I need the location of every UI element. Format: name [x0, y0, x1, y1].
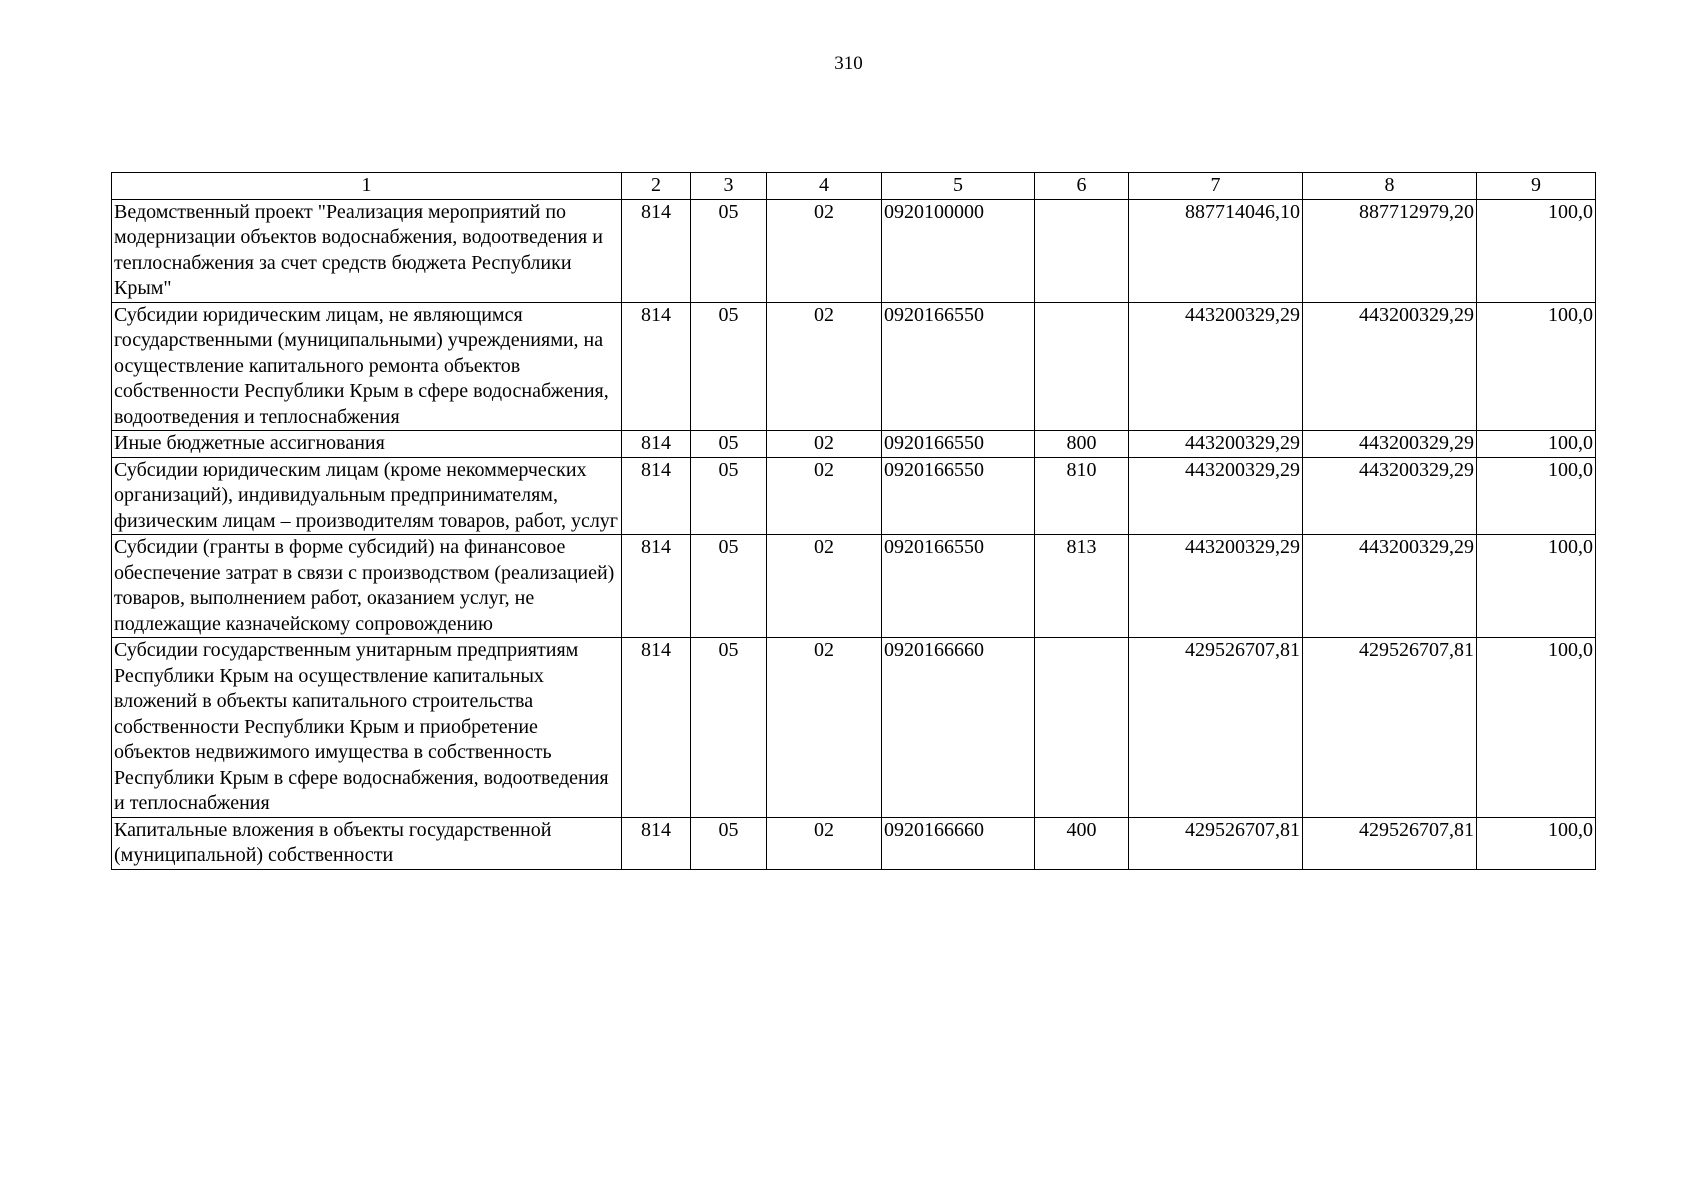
table-row: [112, 817, 1596, 869]
executed-amount: 429526707,81: [1303, 638, 1477, 818]
column-number-7: 7: [1129, 173, 1303, 200]
executed-amount: 443200329,29: [1303, 431, 1477, 458]
ministry-code: 814: [622, 817, 691, 869]
subsection-code: 02: [767, 638, 882, 818]
section-code: 05: [691, 431, 767, 458]
expense-name: Субсидии юридическим лицам (кроме некоммерческих организаций), индивидуальным предпринимателям, физическим лицам – производителям товаров, работ, услуг: [112, 457, 622, 535]
column-number-9: 9: [1477, 173, 1596, 200]
target-article-code: 0920166550: [882, 535, 1035, 638]
target-article-code: 0920166660: [882, 817, 1035, 869]
column-number-6: 6: [1035, 173, 1129, 200]
planned-amount: 443200329,29: [1129, 457, 1303, 535]
section-code: 05: [691, 457, 767, 535]
table-row: [112, 302, 1596, 431]
column-number-5: 5: [882, 173, 1035, 200]
executed-amount: 443200329,29: [1303, 535, 1477, 638]
expense-type-code: [1035, 302, 1129, 431]
column-number-2: 2: [622, 173, 691, 200]
execution-percent: 100,0: [1477, 457, 1596, 535]
subsection-code: 02: [767, 535, 882, 638]
execution-percent: 100,0: [1477, 638, 1596, 818]
column-number-4: 4: [767, 173, 882, 200]
target-article-code: 0920166550: [882, 431, 1035, 458]
column-number-8: 8: [1303, 173, 1477, 200]
expense-type-code: 810: [1035, 457, 1129, 535]
subsection-code: 02: [767, 457, 882, 535]
page-number: 310: [834, 53, 863, 74]
expense-type-code: [1035, 638, 1129, 818]
execution-percent: 100,0: [1477, 817, 1596, 869]
ministry-code: 814: [622, 457, 691, 535]
expense-type-code: [1035, 199, 1129, 302]
planned-amount: 443200329,29: [1129, 535, 1303, 638]
ministry-code: 814: [622, 638, 691, 818]
executed-amount: 429526707,81: [1303, 817, 1477, 869]
planned-amount: 429526707,81: [1129, 817, 1303, 869]
section-code: 05: [691, 638, 767, 818]
table-row: [112, 199, 1596, 302]
table-row: [112, 535, 1596, 638]
section-code: 05: [691, 199, 767, 302]
ministry-code: 814: [622, 199, 691, 302]
execution-percent: 100,0: [1477, 431, 1596, 458]
execution-percent: 100,0: [1477, 199, 1596, 302]
expense-name: Капитальные вложения в объекты государственной (муниципальной) собственности: [112, 817, 622, 869]
execution-percent: 100,0: [1477, 302, 1596, 431]
executed-amount: 443200329,29: [1303, 302, 1477, 431]
subsection-code: 02: [767, 199, 882, 302]
expense-name: Иные бюджетные ассигнования: [112, 431, 622, 458]
subsection-code: 02: [767, 302, 882, 431]
expense-type-code: 800: [1035, 431, 1129, 458]
target-article-code: 0920166550: [882, 457, 1035, 535]
section-code: 05: [691, 535, 767, 638]
table-header: [112, 173, 1596, 200]
table-row: [112, 457, 1596, 535]
target-article-code: 0920100000: [882, 199, 1035, 302]
expense-name: Субсидии государственным унитарным предприятиям Республики Крым на осуществление капитальных вложений в объекты капитального строительства собственности Республики Крым и приобретение объектов недвижимого имущества в собственность Республики Крым в сфере водоснабжения, водоотведения и теплоснабжения: [112, 638, 622, 818]
section-code: 05: [691, 817, 767, 869]
ministry-code: 814: [622, 535, 691, 638]
expense-type-code: 813: [1035, 535, 1129, 638]
planned-amount: 429526707,81: [1129, 638, 1303, 818]
expense-type-code: 400: [1035, 817, 1129, 869]
header-row: [112, 173, 1596, 200]
expense-name: Ведомственный проект "Реализация мероприятий по модернизации объектов водоснабжения, водоотведения и теплоснабжения за счет средств бюджета Республики Крым": [112, 199, 622, 302]
table-row: [112, 431, 1596, 458]
ministry-code: 814: [622, 302, 691, 431]
planned-amount: 443200329,29: [1129, 431, 1303, 458]
planned-amount: 887714046,10: [1129, 199, 1303, 302]
expense-name: Субсидии (гранты в форме субсидий) на финансовое обеспечение затрат в связи с производством (реализацией) товаров, выполнением работ, оказанием услуг, не подлежащие казначейскому сопровождению: [112, 535, 622, 638]
execution-percent: 100,0: [1477, 535, 1596, 638]
table-body: [112, 199, 1596, 869]
column-number-1: 1: [112, 173, 622, 200]
target-article-code: 0920166660: [882, 638, 1035, 818]
ministry-code: 814: [622, 431, 691, 458]
planned-amount: 443200329,29: [1129, 302, 1303, 431]
executed-amount: 887712979,20: [1303, 199, 1477, 302]
subsection-code: 02: [767, 817, 882, 869]
target-article-code: 0920166550: [882, 302, 1035, 431]
table-row: [112, 638, 1596, 818]
section-code: 05: [691, 302, 767, 431]
expense-name: Субсидии юридическим лицам, не являющимся государственными (муниципальными) учреждениями, на осуществление капитального ремонта объектов собственности Республики Крым в сфере водоснабжения, водоотведения и теплоснабжения: [112, 302, 622, 431]
executed-amount: 443200329,29: [1303, 457, 1477, 535]
budget-execution-table: [111, 172, 1596, 870]
column-number-3: 3: [691, 173, 767, 200]
subsection-code: 02: [767, 431, 882, 458]
